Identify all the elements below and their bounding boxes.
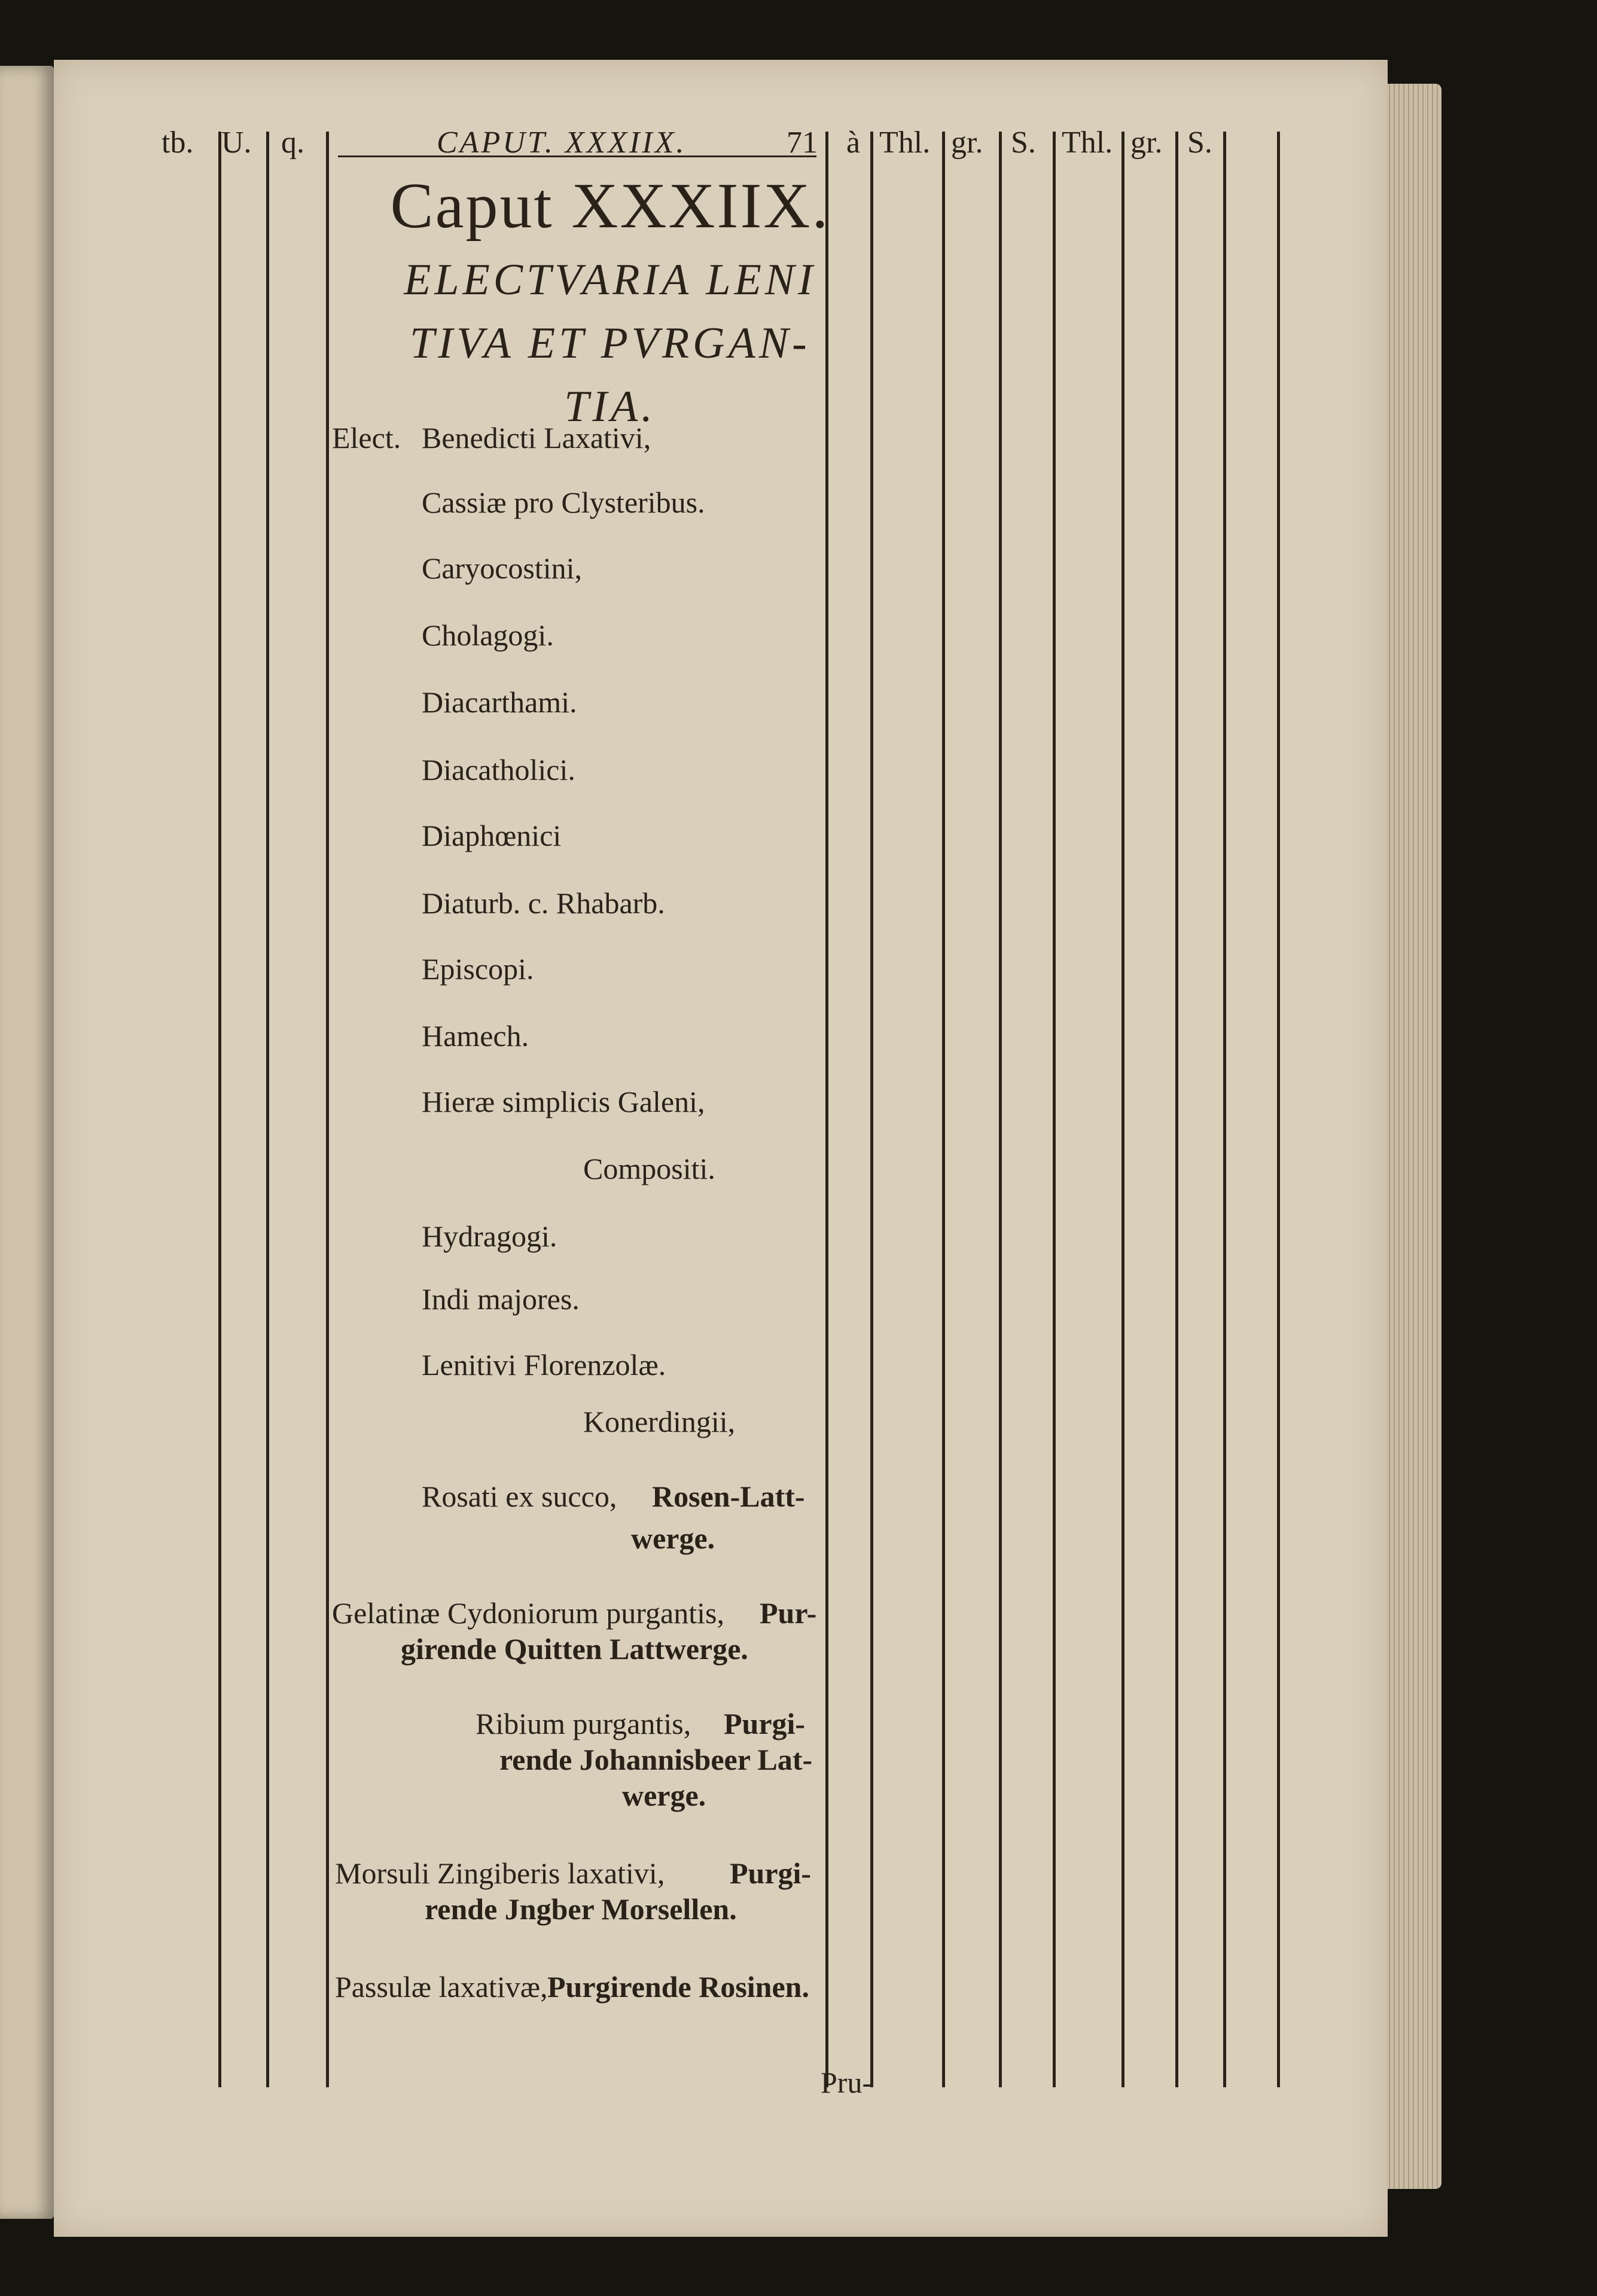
list-item bbox=[622, 1776, 706, 1815]
list-item: Diacatholici. bbox=[422, 753, 575, 786]
subtitle-line: TIVA ET PVRGAN- bbox=[410, 319, 810, 368]
list-item bbox=[401, 1630, 748, 1668]
chapter-title: Caput XXXIIX. bbox=[390, 170, 830, 242]
column-rule bbox=[266, 132, 269, 2087]
list-item: Gelatinæ Cydoniorum purgantis, bbox=[332, 1596, 724, 1630]
german-text: werge. bbox=[631, 1521, 715, 1555]
german-text: Purgirende Rosinen. bbox=[547, 1970, 809, 2004]
list-item: Hieræ simplicis Galeni, bbox=[422, 1085, 705, 1118]
running-head-title: CAPUT. XXXIIX. bbox=[437, 126, 687, 160]
list-item: Lenitivi Florenzolæ. bbox=[422, 1348, 666, 1382]
book-page bbox=[54, 60, 1388, 2237]
column-rule bbox=[1053, 132, 1056, 2087]
list-item bbox=[760, 1594, 816, 1632]
entry-prefix: Elect. bbox=[332, 421, 401, 455]
header-col-d: S. bbox=[1187, 126, 1212, 160]
list-item bbox=[499, 1740, 812, 1779]
column-rule bbox=[218, 132, 221, 2087]
list-item: Cholagogi. bbox=[422, 618, 554, 652]
german-text: rende Jngber Morsellen. bbox=[425, 1892, 737, 1926]
list-item bbox=[547, 1968, 809, 2006]
column-rule bbox=[999, 132, 1002, 2087]
list-item: Hamech. bbox=[422, 1019, 529, 1053]
list-item: Episcopi. bbox=[422, 952, 534, 986]
subtitle-line: ELECTVARIA LENI bbox=[404, 255, 816, 304]
header-col-pound: tb. bbox=[161, 126, 194, 160]
column-rule bbox=[1175, 132, 1178, 2087]
header-col-thl: Thl. bbox=[879, 126, 931, 160]
list-item: Diacarthami. bbox=[422, 685, 577, 719]
list-item bbox=[730, 1854, 811, 1892]
german-text: girende Quitten Lattwerge. bbox=[401, 1632, 748, 1666]
header-col-ounce: U. bbox=[221, 126, 252, 160]
german-text: Rosen-Latt- bbox=[652, 1480, 805, 1513]
header-col-d: S. bbox=[1011, 126, 1036, 160]
german-text: Purgi- bbox=[724, 1707, 806, 1740]
list-item: Compositi. bbox=[583, 1152, 715, 1185]
list-item: Indi majores. bbox=[422, 1282, 580, 1316]
list-item: Konerdingii, bbox=[583, 1405, 736, 1438]
list-item bbox=[631, 1519, 715, 1557]
list-item bbox=[724, 1705, 805, 1743]
column-rule bbox=[1121, 132, 1124, 2087]
chapter-subtitle bbox=[323, 248, 897, 438]
list-item: Morsuli Zingiberis laxativi, bbox=[335, 1856, 665, 1890]
list-item: Ribium purgantis, bbox=[476, 1707, 691, 1740]
list-item: Rosati ex succo, bbox=[422, 1480, 617, 1513]
list-item bbox=[652, 1477, 805, 1516]
german-text: Purgi- bbox=[730, 1856, 812, 1890]
header-col-a: à bbox=[846, 126, 861, 160]
list-item: Benedicti Laxativi, bbox=[422, 421, 651, 455]
list-item: Cassiæ pro Clysteribus. bbox=[422, 486, 705, 519]
column-rule bbox=[1223, 132, 1226, 2087]
header-col-gr: gr. bbox=[1130, 126, 1163, 160]
list-item bbox=[425, 1890, 737, 1928]
facing-page-edge bbox=[0, 66, 54, 2219]
german-text: werge. bbox=[622, 1779, 706, 1812]
column-rule bbox=[942, 132, 945, 2087]
list-item: Diaturb. c. Rhabarb. bbox=[422, 886, 665, 920]
list-item: Caryocostini, bbox=[422, 551, 583, 585]
list-item: Hydragogi. bbox=[422, 1219, 557, 1253]
header-col-gr: gr. bbox=[951, 126, 983, 160]
page-number: 71 bbox=[787, 126, 818, 160]
german-text: rende Johannisbeer Lat- bbox=[499, 1743, 813, 1776]
header-col-thl: Thl. bbox=[1062, 126, 1113, 160]
column-rule bbox=[1277, 132, 1280, 2087]
subtitle-line: TIA. bbox=[564, 382, 656, 431]
list-item: Diaphœnici bbox=[422, 819, 562, 852]
german-text: Pur- bbox=[760, 1596, 817, 1630]
list-item: Passulæ laxativæ, bbox=[335, 1970, 548, 2004]
header-col-q: q. bbox=[281, 126, 304, 160]
catchword: Pru- bbox=[821, 2066, 873, 2099]
